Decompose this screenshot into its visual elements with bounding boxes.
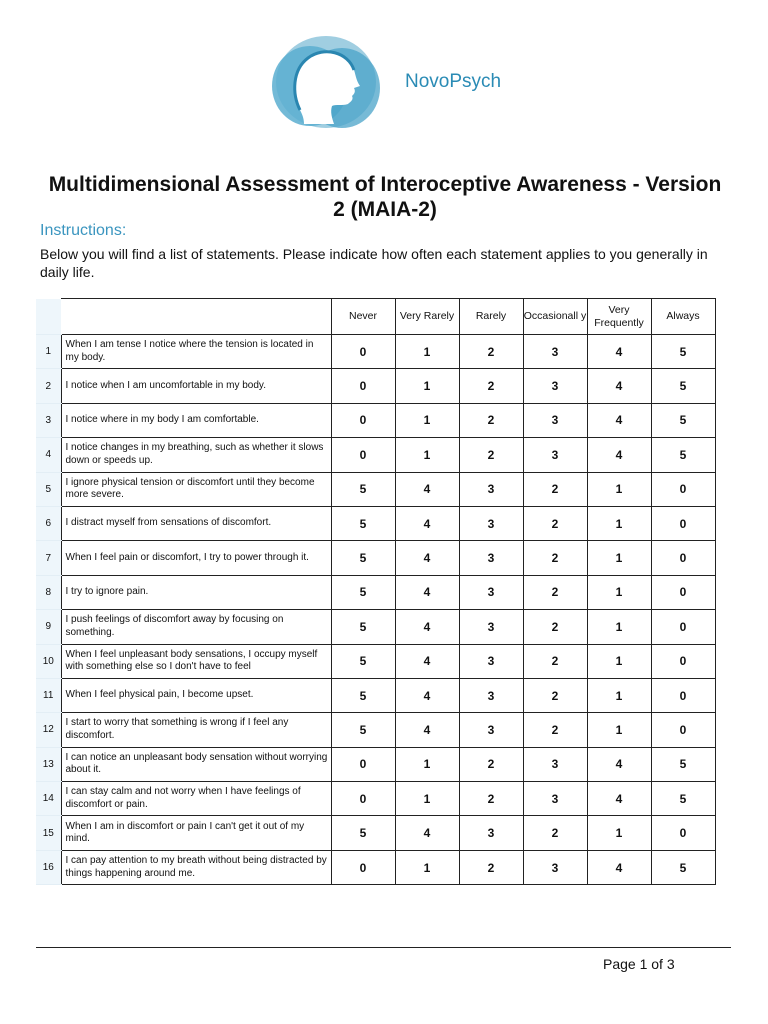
score-cell[interactable]: 0 <box>651 610 715 644</box>
score-cell[interactable]: 5 <box>651 438 715 472</box>
score-cell[interactable]: 0 <box>651 472 715 506</box>
score-cell[interactable]: 0 <box>331 369 395 403</box>
score-cell[interactable]: 4 <box>587 403 651 437</box>
score-cell[interactable]: 4 <box>395 506 459 540</box>
item-number: 16 <box>36 850 61 884</box>
item-statement: I can stay calm and not worry when I have feelings of discomfort or pain. <box>61 782 331 816</box>
score-cell[interactable]: 3 <box>459 472 523 506</box>
column-header-very-rarely: Very Rarely <box>395 299 459 335</box>
score-cell[interactable]: 1 <box>395 782 459 816</box>
table-row <box>36 438 715 472</box>
column-header-always: Always <box>651 299 715 335</box>
footer-divider <box>36 947 731 948</box>
item-statement: I notice where in my body I am comfortable. <box>61 403 331 437</box>
score-cell[interactable]: 4 <box>395 713 459 747</box>
page-number: Page 1 of 3 <box>603 956 675 972</box>
score-cell[interactable]: 2 <box>459 747 523 781</box>
score-cell[interactable]: 2 <box>523 472 587 506</box>
score-cell[interactable]: 0 <box>331 782 395 816</box>
score-cell[interactable]: 5 <box>651 403 715 437</box>
score-cell[interactable]: 5 <box>331 541 395 575</box>
score-cell[interactable]: 0 <box>651 713 715 747</box>
score-cell[interactable]: 0 <box>651 678 715 712</box>
item-statement: When I feel physical pain, I become upset. <box>61 678 331 712</box>
score-cell[interactable]: 2 <box>459 782 523 816</box>
column-header-rarely: Rarely <box>459 299 523 335</box>
item-number: 10 <box>36 644 61 678</box>
score-cell[interactable]: 3 <box>523 369 587 403</box>
item-number: 9 <box>36 610 61 644</box>
score-cell[interactable]: 5 <box>331 713 395 747</box>
item-number: 11 <box>36 678 61 712</box>
score-cell[interactable]: 4 <box>395 575 459 609</box>
table-row <box>36 713 715 747</box>
table-row <box>36 472 715 506</box>
column-header-never: Never <box>331 299 395 335</box>
score-cell[interactable]: 5 <box>651 850 715 884</box>
score-cell[interactable]: 1 <box>587 816 651 850</box>
score-cell[interactable]: 2 <box>523 816 587 850</box>
score-cell[interactable]: 3 <box>459 610 523 644</box>
item-number: 6 <box>36 506 61 540</box>
item-number: 8 <box>36 575 61 609</box>
score-cell[interactable]: 4 <box>587 850 651 884</box>
score-cell[interactable]: 4 <box>587 747 651 781</box>
page-title: Multidimensional Assessment of Interoceptive Awareness - Version 2 (MAIA-2) <box>48 173 722 221</box>
table-row <box>36 369 715 403</box>
score-cell[interactable]: 3 <box>523 747 587 781</box>
item-statement: When I am tense I notice where the tension is located in my body. <box>61 335 331 369</box>
score-cell[interactable]: 3 <box>523 403 587 437</box>
score-cell[interactable]: 4 <box>587 438 651 472</box>
score-cell[interactable]: 2 <box>523 713 587 747</box>
table-row <box>36 644 715 678</box>
score-cell[interactable]: 1 <box>587 575 651 609</box>
item-number: 1 <box>36 335 61 369</box>
item-statement: I notice when I am uncomfortable in my body. <box>61 369 331 403</box>
item-statement: I start to worry that something is wrong if I feel any discomfort. <box>61 713 331 747</box>
score-cell[interactable]: 3 <box>523 782 587 816</box>
score-cell[interactable]: 1 <box>587 506 651 540</box>
table-row <box>36 678 715 712</box>
score-cell[interactable]: 0 <box>651 816 715 850</box>
score-cell[interactable]: 2 <box>523 541 587 575</box>
score-cell[interactable]: 4 <box>395 816 459 850</box>
score-cell[interactable]: 1 <box>395 369 459 403</box>
table-row <box>36 747 715 781</box>
score-cell[interactable]: 0 <box>331 403 395 437</box>
score-cell[interactable]: 4 <box>395 644 459 678</box>
score-cell[interactable]: 0 <box>651 506 715 540</box>
score-cell[interactable]: 2 <box>523 575 587 609</box>
score-cell[interactable]: 1 <box>587 610 651 644</box>
header-blank-num <box>36 299 61 335</box>
item-number: 15 <box>36 816 61 850</box>
score-cell[interactable]: 2 <box>523 610 587 644</box>
score-cell[interactable]: 1 <box>395 403 459 437</box>
column-header-very-frequently: Very Frequently <box>587 299 651 335</box>
score-cell[interactable]: 3 <box>459 713 523 747</box>
table-row <box>36 610 715 644</box>
score-cell[interactable]: 1 <box>587 644 651 678</box>
score-cell[interactable]: 4 <box>587 782 651 816</box>
table-row <box>36 850 715 884</box>
score-cell[interactable]: 3 <box>459 644 523 678</box>
item-number: 2 <box>36 369 61 403</box>
score-cell[interactable]: 0 <box>331 335 395 369</box>
item-statement: I can pay attention to my breath without being distracted by things happening around me. <box>61 850 331 884</box>
score-cell[interactable]: 0 <box>651 541 715 575</box>
brand-name: NovoPsych <box>405 71 502 92</box>
score-cell[interactable]: 0 <box>651 644 715 678</box>
score-cell[interactable]: 0 <box>651 575 715 609</box>
score-cell[interactable]: 2 <box>523 678 587 712</box>
item-number: 12 <box>36 713 61 747</box>
head-silhouette-logo-icon <box>270 32 382 132</box>
score-cell[interactable]: 5 <box>331 816 395 850</box>
score-cell[interactable]: 1 <box>395 438 459 472</box>
table-row <box>36 541 715 575</box>
score-cell[interactable]: 4 <box>395 610 459 644</box>
score-cell[interactable]: 4 <box>395 472 459 506</box>
score-cell[interactable]: 2 <box>459 438 523 472</box>
score-cell[interactable]: 2 <box>523 644 587 678</box>
table-row <box>36 403 715 437</box>
item-statement: When I feel pain or discomfort, I try to power through it. <box>61 541 331 575</box>
item-statement: I ignore physical tension or discomfort until they become more severe. <box>61 472 331 506</box>
header-row <box>36 299 715 335</box>
header-blank-statement <box>61 299 331 335</box>
score-cell[interactable]: 2 <box>523 506 587 540</box>
item-number: 13 <box>36 747 61 781</box>
instructions-heading: Instructions: <box>40 222 127 239</box>
score-cell[interactable]: 4 <box>395 678 459 712</box>
table-row <box>36 575 715 609</box>
table-row <box>36 506 715 540</box>
questionnaire-table <box>36 298 716 885</box>
table-row <box>36 335 715 369</box>
item-number: 3 <box>36 403 61 437</box>
score-cell[interactable]: 5 <box>651 782 715 816</box>
score-cell[interactable]: 5 <box>331 506 395 540</box>
score-cell[interactable]: 3 <box>459 575 523 609</box>
score-cell[interactable]: 4 <box>587 335 651 369</box>
item-statement: I notice changes in my breathing, such as whether it slows down or speeds up. <box>61 438 331 472</box>
score-cell[interactable]: 5 <box>331 575 395 609</box>
item-number: 4 <box>36 438 61 472</box>
score-cell[interactable]: 5 <box>651 335 715 369</box>
score-cell[interactable]: 0 <box>331 438 395 472</box>
item-number: 7 <box>36 541 61 575</box>
score-cell[interactable]: 3 <box>523 335 587 369</box>
score-cell[interactable]: 5 <box>331 472 395 506</box>
score-cell[interactable]: 1 <box>587 472 651 506</box>
score-cell[interactable]: 5 <box>651 369 715 403</box>
score-cell[interactable]: 3 <box>459 541 523 575</box>
score-cell[interactable]: 2 <box>459 403 523 437</box>
table-row <box>36 816 715 850</box>
item-number: 14 <box>36 782 61 816</box>
score-cell[interactable]: 5 <box>331 610 395 644</box>
item-statement: When I feel unpleasant body sensations, I occupy myself with something else so I don't have to feel <box>61 644 331 678</box>
score-cell[interactable]: 5 <box>651 747 715 781</box>
score-cell[interactable]: 1 <box>395 747 459 781</box>
score-cell[interactable]: 0 <box>331 850 395 884</box>
score-cell[interactable]: 4 <box>587 369 651 403</box>
score-cell[interactable]: 1 <box>395 335 459 369</box>
score-cell[interactable]: 1 <box>587 678 651 712</box>
score-cell[interactable]: 3 <box>459 506 523 540</box>
item-number: 5 <box>36 472 61 506</box>
score-cell[interactable]: 2 <box>459 850 523 884</box>
score-cell[interactable]: 0 <box>331 747 395 781</box>
score-cell[interactable]: 3 <box>459 816 523 850</box>
instructions-text: Below you will find a list of statements. Please indicate how often each statement applies to you generally in daily life. <box>40 246 708 280</box>
column-header-occasionally: Occasionall y <box>523 299 587 335</box>
item-statement: I distract myself from sensations of discomfort. <box>61 506 331 540</box>
score-cell[interactable]: 3 <box>523 438 587 472</box>
item-statement: I push feelings of discomfort away by focusing on something. <box>61 610 331 644</box>
item-statement: I try to ignore pain. <box>61 575 331 609</box>
table-row <box>36 782 715 816</box>
score-cell[interactable]: 1 <box>587 541 651 575</box>
score-cell[interactable]: 1 <box>587 713 651 747</box>
score-cell[interactable]: 3 <box>459 678 523 712</box>
score-cell[interactable]: 1 <box>395 850 459 884</box>
score-cell[interactable]: 4 <box>395 541 459 575</box>
score-cell[interactable]: 5 <box>331 678 395 712</box>
score-cell[interactable]: 2 <box>459 369 523 403</box>
item-statement: I can notice an unpleasant body sensation without worrying about it. <box>61 747 331 781</box>
score-cell[interactable]: 5 <box>331 644 395 678</box>
score-cell[interactable]: 2 <box>459 335 523 369</box>
score-cell[interactable]: 3 <box>523 850 587 884</box>
item-statement: When I am in discomfort or pain I can't get it out of my mind. <box>61 816 331 850</box>
